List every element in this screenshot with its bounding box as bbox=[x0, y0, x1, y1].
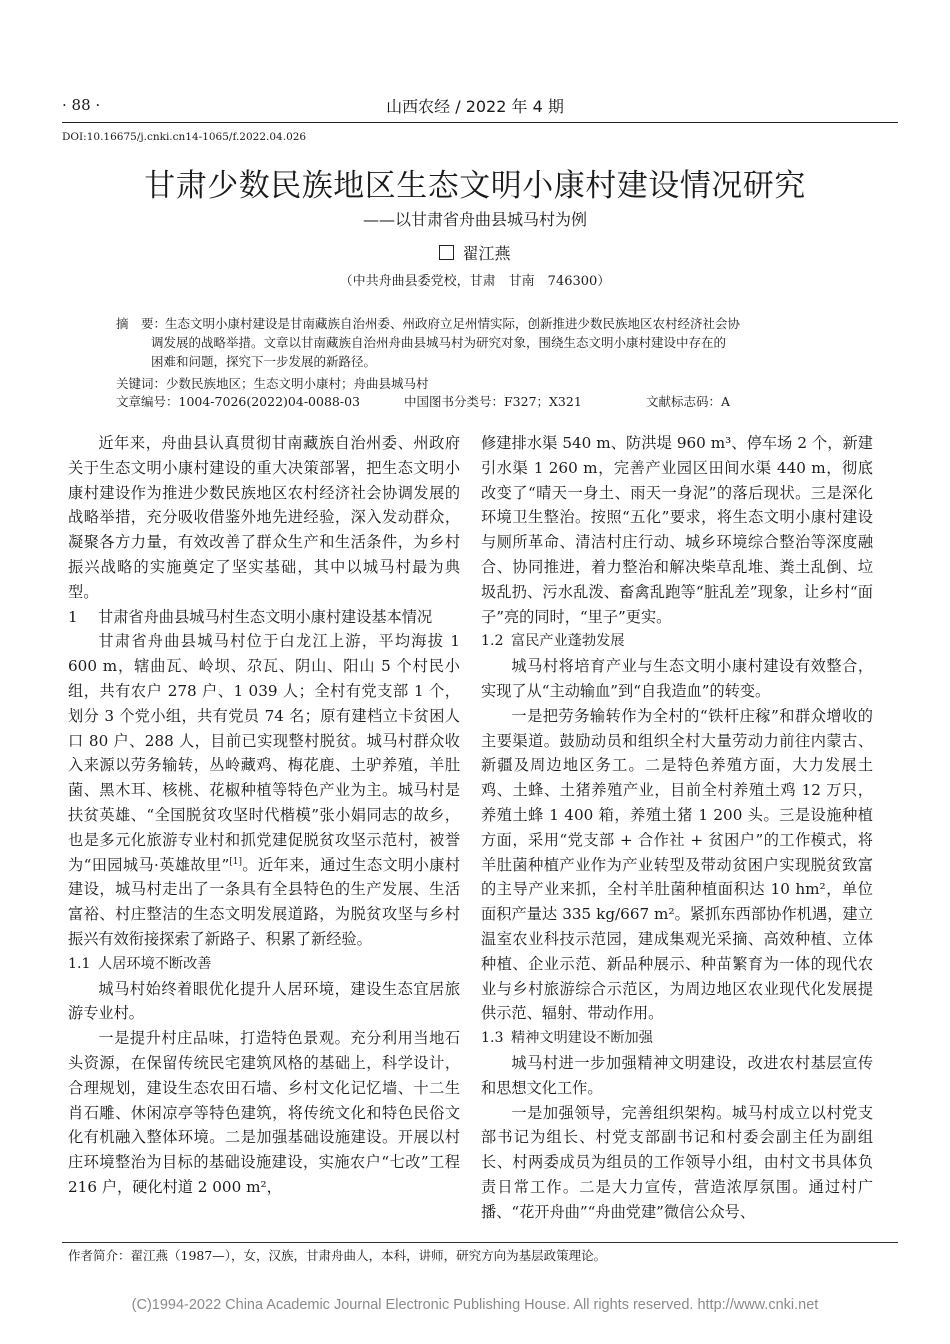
section-title: 精神文明建设不断加强 bbox=[511, 1030, 653, 1047]
paragraph: 修建排水渠 540 m、防洪堤 960 m³、停车场 2 个，新建引水渠 1 260 m，完善产业园区田间水渠 440 m，彻底改变了“晴天一身土、雨天一身泥”的落后现状。三是深化环境卫生整治。按照“五化”要求，将生态文明小康村建设与厕所革命、清洁村庄行动、城乡环境综合整治等深度融合、协同推进，着力整治和解决柴草乱堆、粪土乱倒、垃圾乱扔、污水乱泼、畜禽乱跑等“脏乱差”现象，让乡村“面子”亮的同时，“里子”更实。 bbox=[481, 434, 873, 626]
paragraph: 一是提升村庄品味，打造特色景观。充分利用当地石头资源，在保留传统民宅建筑风格的基础上，科学设计，合理规划，建设生态农田石墙、乡村文化记忆墙、十二生肖石雕、休闲凉亭等特色建筑，将传统文化和特色民俗文化有机融入整体环境。二是加强基础设施建设。开展以村庄环境整治为目标的基础设施建设，实施农户“七改”工程 216 户，硬化村道 2 000 m²， bbox=[68, 1029, 460, 1196]
section-number: 1 bbox=[68, 607, 78, 626]
paragraph: 一是加强领导，完善组织架构。城马村成立以村党支部书记为组长、村党支部副书记和村委会副主任为副组长、村两委成员为组员的工作领导小组，由村文书具体负责日常工作。二是大力宣传，营造浓厚氛围。通过村广播、“花开舟曲”“舟曲党建”微信公众号、 bbox=[481, 1103, 873, 1221]
article-title: 甘肃少数民族地区生态文明小康村建设情况研究 bbox=[144, 168, 806, 204]
author-name: 翟江燕 bbox=[462, 244, 511, 263]
paragraph: 近年来，舟曲县认真贯彻甘南藏族自治州委、州政府关于生态文明小康村建设的重大决策部署，把生态文明小康村建设作为推进少数民族地区农村经济社会协调发展的战略举措，充分吸收借鉴外地先进经验，深入发动群众，凝聚各方力量，有效改善了群众生产和生活条件，为乡村振兴战略的实施奠定了坚实基础，其中以城马村最为典型。 bbox=[68, 434, 460, 601]
paragraph: 城马村将培育产业与生态文明小康村建设有效整合，实现了从“主动输血”到“自我造血”的转变。 bbox=[481, 657, 873, 700]
section-heading-1-2 bbox=[481, 629, 873, 654]
journal-header: 山西农经 / 2022 年 4 期 bbox=[386, 97, 564, 116]
page-number: · 88 · bbox=[62, 96, 101, 114]
section-heading-1 bbox=[68, 605, 460, 630]
section-number: 1.2 bbox=[481, 633, 504, 650]
paragraph: 一是把劳务输转作为全村的“铁杆庄稼”和群众增收的主要渠道。鼓励动员和组织全村大量劳动力前往内蒙古、新疆及周边地区务工。二是特色养殖方面，大力发展土鸡、土蜂、土猪养殖产业，目前全村养殖土鸡 12 万只，养殖土蜂 1 400 箱，养殖土猪 1 200 头。三是设施种植方面，采用“党支部 + 合作社 + 贫困户”的工作模式，将羊肚菌种植产业作为产业转型及带动贫困户实现脱贫致富的主导产业来抓，全村羊肚菌种植面积达 10 hm²，单位面积产量达 335 kg/667 m²。紧抓东西部协作机遇，建立温室农业科技示范园，建成集观光采摘、高效种植、立体种植、企业示范、新品种展示、种苗繁育为一体的现代农业与乡村旅游综合示范区，为周边地区农业现代化发展提供示范、辐射、带动作用。 bbox=[481, 706, 873, 1023]
section-heading-1-1 bbox=[68, 952, 460, 977]
document-code: 文献标志码：A bbox=[646, 394, 731, 409]
paragraph-text: 甘肃省舟曲县城马村位于白龙江上游，平均海拔 1 600 m，辖曲瓦、岭坝、尕瓦、阴山、阳山 5 个村民小组，共有农户 278 户、1 039 人；全村有党支部 1 个，划分 3 个党小组，共有党员 74 名；原有建档立卡贫困人口 80 户、288 人，目前已实现整村脱贫。城马村群众收入来源以劳务输转，丛岭藏鸡、梅花鹿、土驴养殖，羊肚菌、黑木耳、核桃、花椒种植等特色产业为主。城马村是扶贫英雄、“全国脱贫攻坚时代楷模”张小娟同志的故乡，也是多元化旅游专业村和抓党建促脱贫攻坚示范村，被誉为“田园城马·英雄故里” bbox=[68, 632, 460, 874]
header-rule bbox=[62, 122, 898, 123]
section-title: 人居环境不断改善 bbox=[98, 955, 212, 972]
article-number: 文章编号：1004-7026(2022)04-0088-03 bbox=[116, 394, 360, 409]
abstract-body bbox=[151, 314, 835, 371]
abstract-line: 生态文明小康村建设是甘南藏族自治州委、州政府立足州情实际，创新推进少数民族地区农村经济社会协 bbox=[165, 316, 741, 331]
paragraph: 城马村始终着眼优化提升人居环境，建设生态宜居旅游专业村。 bbox=[68, 979, 460, 1023]
right-column bbox=[481, 431, 873, 1225]
abstract-line: 调发展的战略举措。文章以甘南藏族自治州舟曲县城马村为研究对象，围绕生态文明小康村建设中存在的 bbox=[151, 335, 727, 350]
abstract-label: 摘 要： bbox=[116, 316, 167, 331]
left-column bbox=[68, 431, 460, 1200]
affiliation: （中共舟曲县委党校，甘肃 甘南 746300） bbox=[339, 274, 611, 289]
article-subtitle: ——以甘肃省舟曲县城马村为例 bbox=[362, 210, 587, 229]
author-line bbox=[0, 241, 950, 264]
section-title: 甘肃省舟曲县城马村生态文明小康村建设基本情况 bbox=[98, 607, 433, 626]
square-icon bbox=[439, 245, 454, 260]
footnote-rule bbox=[62, 1242, 898, 1243]
paragraph: 城马村进一步加强精神文明建设，改进农村基层宣传和思想文化工作。 bbox=[481, 1053, 873, 1097]
section-heading-1-3 bbox=[481, 1026, 873, 1051]
section-number: 1.3 bbox=[481, 1030, 504, 1047]
keywords: 关键词：少数民族地区；生态文明小康村；舟曲县城马村 bbox=[116, 376, 429, 391]
section-number: 1.1 bbox=[68, 955, 91, 972]
abstract-line: 困难和问题，探究下一步发展的新路径。 bbox=[151, 354, 377, 369]
reference-marker[interactable]: [1] bbox=[229, 856, 243, 867]
paragraph bbox=[68, 629, 460, 951]
clc-number: 中国图书分类号：F327；X321 bbox=[404, 394, 582, 409]
doi[interactable]: DOI:10.16675/j.cnki.cn14-1065/f.2022.04.026 bbox=[62, 131, 307, 143]
author-footnote: 作者简介：翟江燕（1987—），女，汉族，甘肃舟曲人，本科，讲师，研究方向为基层政策理论。 bbox=[68, 1248, 607, 1263]
copyright-notice: (C)1994-2022 China Academic Journal Electronic Publishing House. All rights reserved. http://www.cnki.net bbox=[131, 1297, 819, 1313]
section-title: 富民产业蓬勃发展 bbox=[511, 633, 625, 650]
paragraph-text: 。近年来，通过生态文明小康村建设，城马村走出了一条具有全县特色的生产发展、生活富裕、村庄整洁的生态文明发展道路，为脱贫攻坚与乡村振兴有效衔接探索了新路子、积累了新经验。 bbox=[68, 855, 461, 948]
